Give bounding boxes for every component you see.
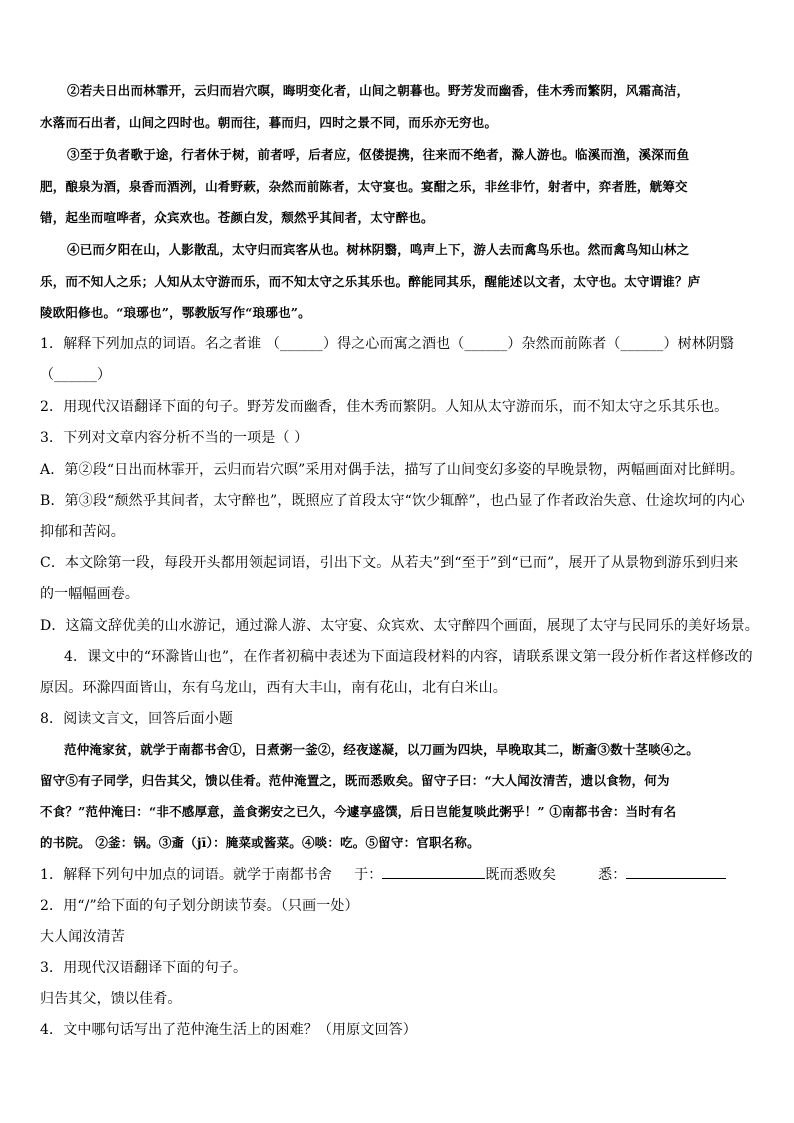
question-3: 3．下列对文章内容分析不当的一项是（ ）	[40, 430, 309, 446]
classical-text-line: 留守⑤有子同学，归告其父，馈以佳肴。范仲淹置之，既而悉败矣。留守子曰：“大人闻汝清苦，遗以食物，何为	[40, 773, 670, 788]
section-8-question-3: 3．用现代汉语翻译下面的句子。	[40, 960, 248, 976]
passage-line: 水落而石出者，山间之四时也。朝而往，暮而归，四时之景不同，而乐亦无穷也。	[40, 115, 498, 130]
question-1: 1．解释下列加点的词语。名之者谁 （______）得之心而寓之酒也（______）杂然而前陈者（______）树林阴翳	[40, 336, 735, 352]
question-2: 2．用现代汉语翻译下面的句子。野芳发而幽香，佳木秀而繁阴。人知从太守游而乐，而不知太守之乐其乐也。	[40, 399, 729, 415]
passage-line: 肥，酿泉为酒，泉香而酒洌，山肴野蔌，杂然而前陈者，太守宴也。宴酣之乐，非丝非竹，射者中，弈者胜，觥筹交	[40, 179, 688, 194]
section-8-heading: 8．阅读文言文，回答后面小题	[40, 711, 234, 727]
option-d: D．这篇文辞优美的山水游记，通过滁人游、太守宴、众宾欢、太守醉四个画面，展现了太守与民同乐的美好场景。	[40, 618, 759, 634]
option-b-continued: 抑郁和苦闷。	[40, 524, 125, 540]
passage-line: ④已而夕阳在山，人影散乱，太守归而宾客从也。树林阴翳，鸣声上下，游人去而禽鸟乐也。然而禽鸟知山林之	[67, 242, 690, 257]
option-a: A．第②段“日出而林霏开，云归而岩穴暝”采用对偶手法，描写了山间变幻多姿的早晚景物，两幅画面对比鲜明。	[40, 462, 745, 478]
option-b: B．第③段“颓然乎其间者，太守醉也”，既照应了首段太守“饮少辄醉”，也凸显了作者政治失意、仕途坎坷的内心	[40, 493, 745, 509]
classical-text-line: 范仲淹家贫，就学于南都书舍①，日煮粥一釜②，经夜遂凝，以刀画为四块，早晚取其二，断齑③数十茎啖④之。	[64, 742, 700, 757]
label-yu: 于：	[354, 867, 383, 883]
passage-line: 陵欧阳修也。“琅琊也”，鄂教版写作“琅琊也”。	[40, 305, 311, 320]
section-8-question-1	[40, 864, 726, 884]
answer-blank-yu[interactable]	[382, 864, 485, 879]
section-8-question-4: 4．文中哪句话写出了范仲淹生活上的困难？（用原文回答）	[40, 1022, 417, 1038]
section-8-question-2: 2．用“/”给下面的句子划分朗读节奏。（只画一处）	[40, 898, 359, 914]
question-1-text: 1．解释下列句中加点的词语。就学于南都书舍	[40, 867, 333, 883]
option-c: C．本文除第一段，每段开头都用领起词语，引出下文。从若夫”到“至于”到“已而”，展开了从景物到游乐到归来	[40, 555, 739, 571]
passage-line: ②若夫日出而林霏开，云归而岩穴暝，晦明变化者，山间之朝暮也。野芳发而幽香，佳木秀而繁阴，风霜高洁，	[67, 83, 690, 98]
option-c-continued: 的一幅幅画卷。	[40, 586, 140, 602]
classical-text-line: 不食？”范仲淹曰：“非不感厚意，盖食粥安之已久，今遽享盛馔，后日岂能复啖此粥乎！” ①南都书舍：当时有名	[40, 804, 677, 819]
passage-line: ③至于负者歌于途，行者休于树，前者呼，后者应，伛偻提携，往来而不绝者，滁人游也。临溪而渔，溪深而鱼	[67, 147, 690, 162]
rhythm-sentence: 大人闻汝清苦	[40, 929, 125, 945]
question-4: 4．课文中的“环滁皆山也”，在作者初稿中表述为下面這段材料的内容，请联系课文第一段分析作者这样修改的	[64, 649, 753, 665]
classical-text-line: 的书院。 ②釜：锅。③齑（jī）：腌菜或酱菜。④啖：吃。⑤留守：官职名称。	[40, 835, 480, 850]
question-1-mid: 既而悉败矣	[485, 867, 557, 883]
passage-line: 错，起坐而喧哗者，众宾欢也。苍颜白发，颓然乎其间者，太守醉也。	[40, 210, 434, 225]
label-xi: 悉：	[598, 867, 627, 883]
passage-line: 乐，而不知人之乐；人知从太守游而乐，而不知太守之乐其乐也。醉能同其乐，醒能述以文者，太守也。太守谓谁？庐	[40, 274, 701, 289]
question-4-continued: 原因。环滁四面皆山，东有乌龙山，西有大丰山，南有花山，北有白米山。	[40, 680, 507, 696]
question-1-continued: （______）	[40, 367, 112, 383]
answer-blank-xi[interactable]	[626, 864, 726, 879]
translate-sentence: 归告其父，馈以佳肴。	[40, 991, 182, 1007]
